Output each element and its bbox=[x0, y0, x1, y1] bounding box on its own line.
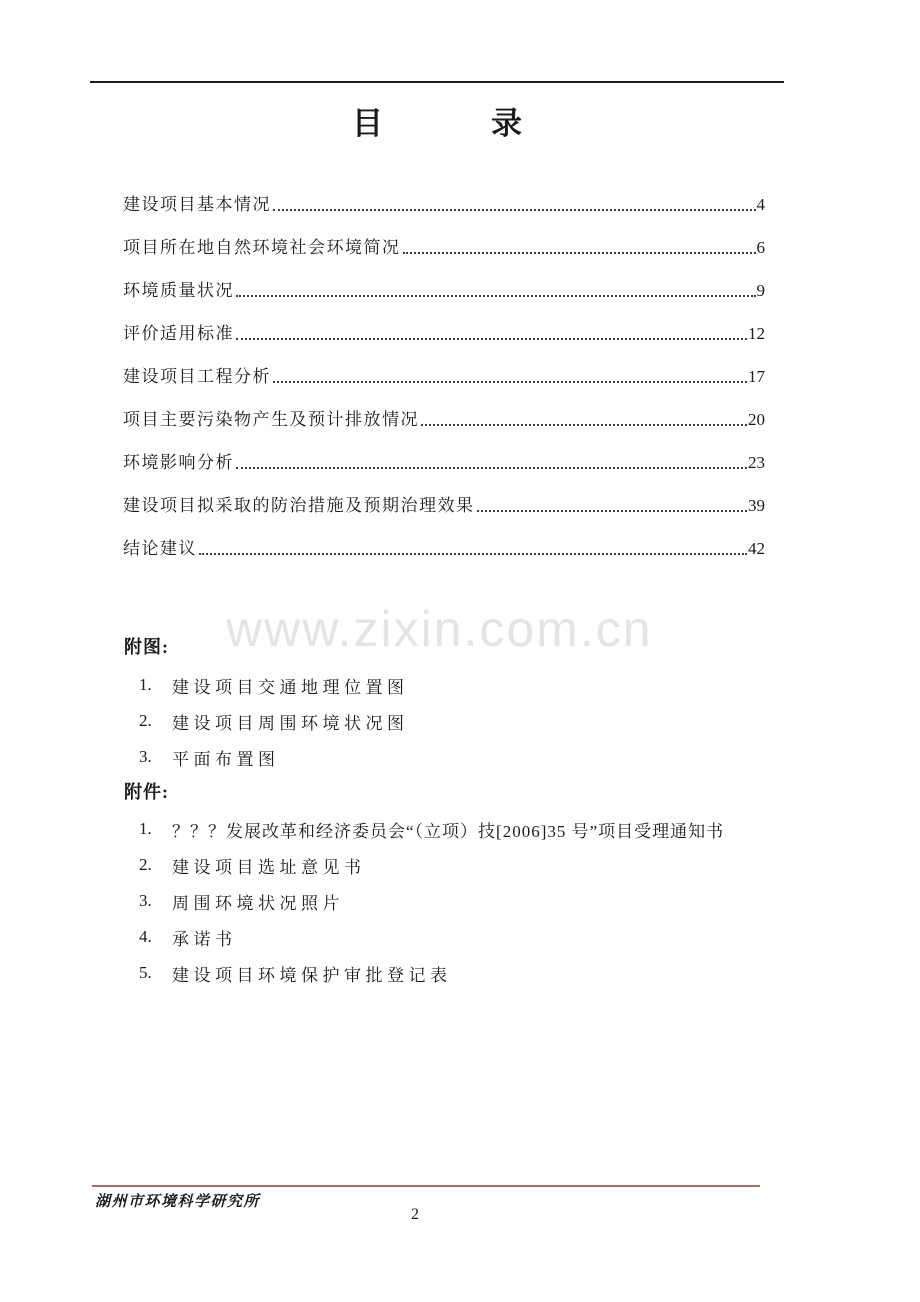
list-item bbox=[139, 883, 799, 919]
toc-entry-page: 4 bbox=[756, 195, 765, 214]
page-title bbox=[90, 108, 784, 140]
toc-entry-label: 评价适用标准 bbox=[123, 324, 234, 343]
toc-entry[interactable] bbox=[123, 387, 765, 430]
toc-dot-leader bbox=[477, 510, 748, 512]
list-item-number: 1. bbox=[139, 819, 152, 838]
toc-entry[interactable] bbox=[123, 301, 765, 344]
toc-entry-page: 23 bbox=[748, 453, 765, 472]
toc-entry-label: 建设项目工程分析 bbox=[123, 367, 271, 386]
table-of-contents bbox=[123, 172, 765, 559]
toc-entry-label: 结论建议 bbox=[123, 539, 197, 558]
header-rule bbox=[90, 81, 784, 83]
list-item-label: 建设项目周围环境状况图 bbox=[172, 713, 409, 733]
footer-organization: 湖州市环境科学研究所 bbox=[95, 1194, 261, 1210]
toc-dot-leader bbox=[236, 295, 756, 297]
list-item-label: 平面布置图 bbox=[172, 749, 280, 769]
list-item-label: 建设项目环境保护审批登记表 bbox=[172, 965, 452, 985]
page-number: 2 bbox=[411, 1206, 419, 1223]
list-item-label: 建设项目交通地理位置图 bbox=[172, 677, 409, 697]
toc-entry-page: 17 bbox=[748, 367, 765, 386]
toc-dot-leader bbox=[236, 467, 747, 469]
toc-entry[interactable] bbox=[123, 215, 765, 258]
list-item-number: 1. bbox=[139, 675, 152, 694]
list-item-number: 4. bbox=[139, 927, 152, 946]
list-item bbox=[139, 847, 799, 883]
list-item-label: 周围环境状况照片 bbox=[172, 893, 344, 913]
watermark-text: www.zixin.com.cn bbox=[226, 601, 653, 657]
toc-entry-page: 20 bbox=[748, 410, 765, 429]
page-title-char-left: 目 bbox=[352, 106, 383, 141]
list-item-number: 5. bbox=[139, 963, 152, 982]
footer-rule bbox=[92, 1185, 760, 1187]
toc-dot-leader bbox=[273, 381, 747, 383]
toc-entry[interactable] bbox=[123, 172, 765, 215]
toc-entry-page: 9 bbox=[756, 281, 765, 300]
toc-entry[interactable] bbox=[123, 344, 765, 387]
toc-entry-label: 建设项目基本情况 bbox=[123, 195, 271, 214]
toc-entry-label: 建设项目拟采取的防治措施及预期治理效果 bbox=[123, 496, 475, 515]
list-item bbox=[139, 955, 799, 991]
list-item-label: 承诺书 bbox=[172, 929, 237, 949]
toc-dot-leader bbox=[236, 338, 747, 340]
list-item-label: ？？？发展改革和经济委员会“（立项）技[2006]35 号”项目受理通知书 bbox=[172, 821, 725, 841]
figures-list bbox=[139, 667, 799, 775]
list-item-number: 2. bbox=[139, 855, 152, 874]
toc-dot-leader bbox=[273, 209, 756, 211]
list-item-label: 建设项目选址意见书 bbox=[172, 857, 366, 877]
toc-entry[interactable] bbox=[123, 516, 765, 559]
toc-entry[interactable] bbox=[123, 430, 765, 473]
toc-dot-leader bbox=[421, 424, 747, 426]
toc-entry[interactable] bbox=[123, 258, 765, 301]
page-title-char-right: 录 bbox=[491, 106, 522, 141]
list-item bbox=[139, 739, 799, 775]
toc-entry-label: 项目主要污染物产生及预计排放情况 bbox=[123, 410, 419, 429]
toc-dot-leader bbox=[199, 553, 747, 555]
toc-entry-label: 环境质量状况 bbox=[123, 281, 234, 300]
list-item bbox=[139, 667, 799, 703]
toc-entry[interactable] bbox=[123, 473, 765, 516]
list-item-number: 3. bbox=[139, 747, 152, 766]
attachments-list bbox=[139, 811, 799, 991]
toc-entry-page: 42 bbox=[748, 539, 765, 558]
toc-entry-page: 12 bbox=[748, 324, 765, 343]
toc-entry-page: 39 bbox=[748, 496, 765, 515]
toc-entry-label: 环境影响分析 bbox=[123, 453, 234, 472]
toc-dot-leader bbox=[403, 252, 756, 254]
toc-entry-label: 项目所在地自然环境社会环境简况 bbox=[123, 238, 401, 257]
list-item bbox=[139, 919, 799, 955]
figures-heading: 附图: bbox=[124, 637, 169, 657]
list-item-number: 3. bbox=[139, 891, 152, 910]
list-item-number: 2. bbox=[139, 711, 152, 730]
list-item bbox=[139, 811, 799, 847]
list-item bbox=[139, 703, 799, 739]
toc-entry-page: 6 bbox=[756, 238, 765, 257]
attachments-heading: 附件: bbox=[124, 782, 169, 802]
